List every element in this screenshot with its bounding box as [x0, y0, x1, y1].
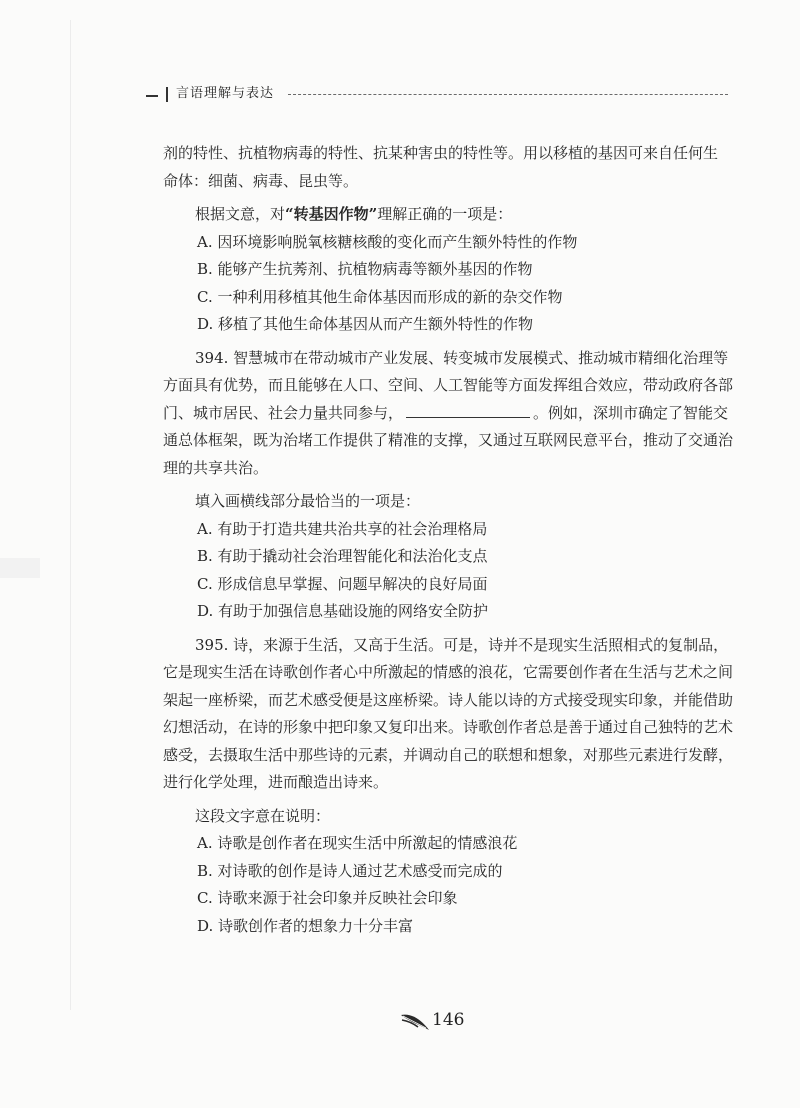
- scan-margin-line: [70, 20, 71, 1010]
- q394-blank: [406, 416, 530, 418]
- page-number: 146: [432, 1010, 465, 1030]
- q393-prompt-quote: “转基因作物”: [285, 205, 378, 223]
- q395-option-a: A. 诗歌是创作者在现实生活中所激起的情感浪花: [197, 834, 518, 852]
- q395-prompt: 这段文字意在说明：: [195, 806, 331, 825]
- q395-option-b: B. 对诗歌的创作是诗人通过艺术感受而完成的: [197, 861, 503, 880]
- q393-prompt: [163, 201, 741, 229]
- q395-stem: 395. 诗，来源于生活，又高于生活。可是，诗并不是现实生活照相式的复制品，它是现实生活在诗歌创作者心中所激起的情感的浪花，它需要创作者在生活与艺术之间架起一座桥梁，而艺术感受便是这座桥梁。诗人能以诗的方式接受现实印象，并能借助幻想活动，在诗的形象中把印象又复印出来。诗歌创作者总是善于通过自己独特的艺术感受，去摄取生活中那些诗的元素，并调动自己的联想和想象，对那些元素进行发酵，进行化学处理，进而酿造出诗来。: [163, 635, 734, 791]
- scan-smudge: [0, 558, 40, 578]
- q394-text-after: 。例如，深圳市确定了智能交通总体框架，既为治堵工作提供了精准的支撑，又通过互联网民意平台，推动了交通治理的共享共治。: [163, 403, 734, 477]
- q394-option-c: C. 形成信息早掌握、问题早解决的良好局面: [197, 574, 488, 593]
- q394-option-a: A. 有助于打造共建共治共享的社会治理格局: [197, 519, 488, 538]
- q395-option-d: D. 诗歌创作者的想象力十分丰富: [197, 916, 414, 935]
- q393-prompt-prefix: 根据文意，对: [195, 205, 286, 223]
- header-bar: [166, 87, 168, 102]
- q394-text-before: 394. 智慧城市在带动城市产业发展、转变城市发展模式、推动城市精细化治理等方面具有优势，而且能够在人口、空间、人工智能等方面发挥组合效应，带动政府各部门、城市居民、社会力量共同参与，: [163, 348, 734, 422]
- intro-line-1: 剂的特性、抗植物病毒的特性、抗某种害虫的特性等。用以移植的基因可来自任何生: [163, 144, 719, 162]
- q393-option-b: B. 能够产生抗莠剂、抗植物病毒等额外基因的作物: [197, 260, 533, 278]
- q393-option-c: C. 一种利用移植其他生命体基因而形成的新的杂交作物: [197, 287, 563, 306]
- header-rule: [288, 94, 728, 95]
- q393-option-d: D. 移植了其他生命体基因从而产生额外特性的作物: [197, 315, 534, 333]
- page-content: [163, 140, 741, 940]
- feather-icon: [400, 1012, 430, 1036]
- q395-option-c: C. 诗歌来源于社会印象并反映社会印象: [197, 889, 458, 907]
- q394-stem: [163, 345, 741, 483]
- q394-option-d: D. 有助于加强信息基础设施的网络安全防护: [197, 602, 489, 620]
- q393-option-a: A. 因环境影响脱氧核糖核酸的变化而产生额外特性的作物: [197, 232, 578, 251]
- running-header: [118, 84, 728, 106]
- q394-prompt: 填入画横线部分最恰当的一项是：: [195, 492, 421, 510]
- header-dash: [146, 95, 158, 97]
- intro-line-2: 命体：细菌、病毒、昆虫等。: [163, 171, 359, 190]
- q393-prompt-suffix: 理解正确的一项是：: [377, 205, 513, 223]
- q394-option-b: B. 有助于撬动社会治理智能化和法治化支点: [197, 547, 488, 565]
- header-title: 言语理解与表达: [176, 86, 275, 101]
- page-footer: [400, 1006, 520, 1034]
